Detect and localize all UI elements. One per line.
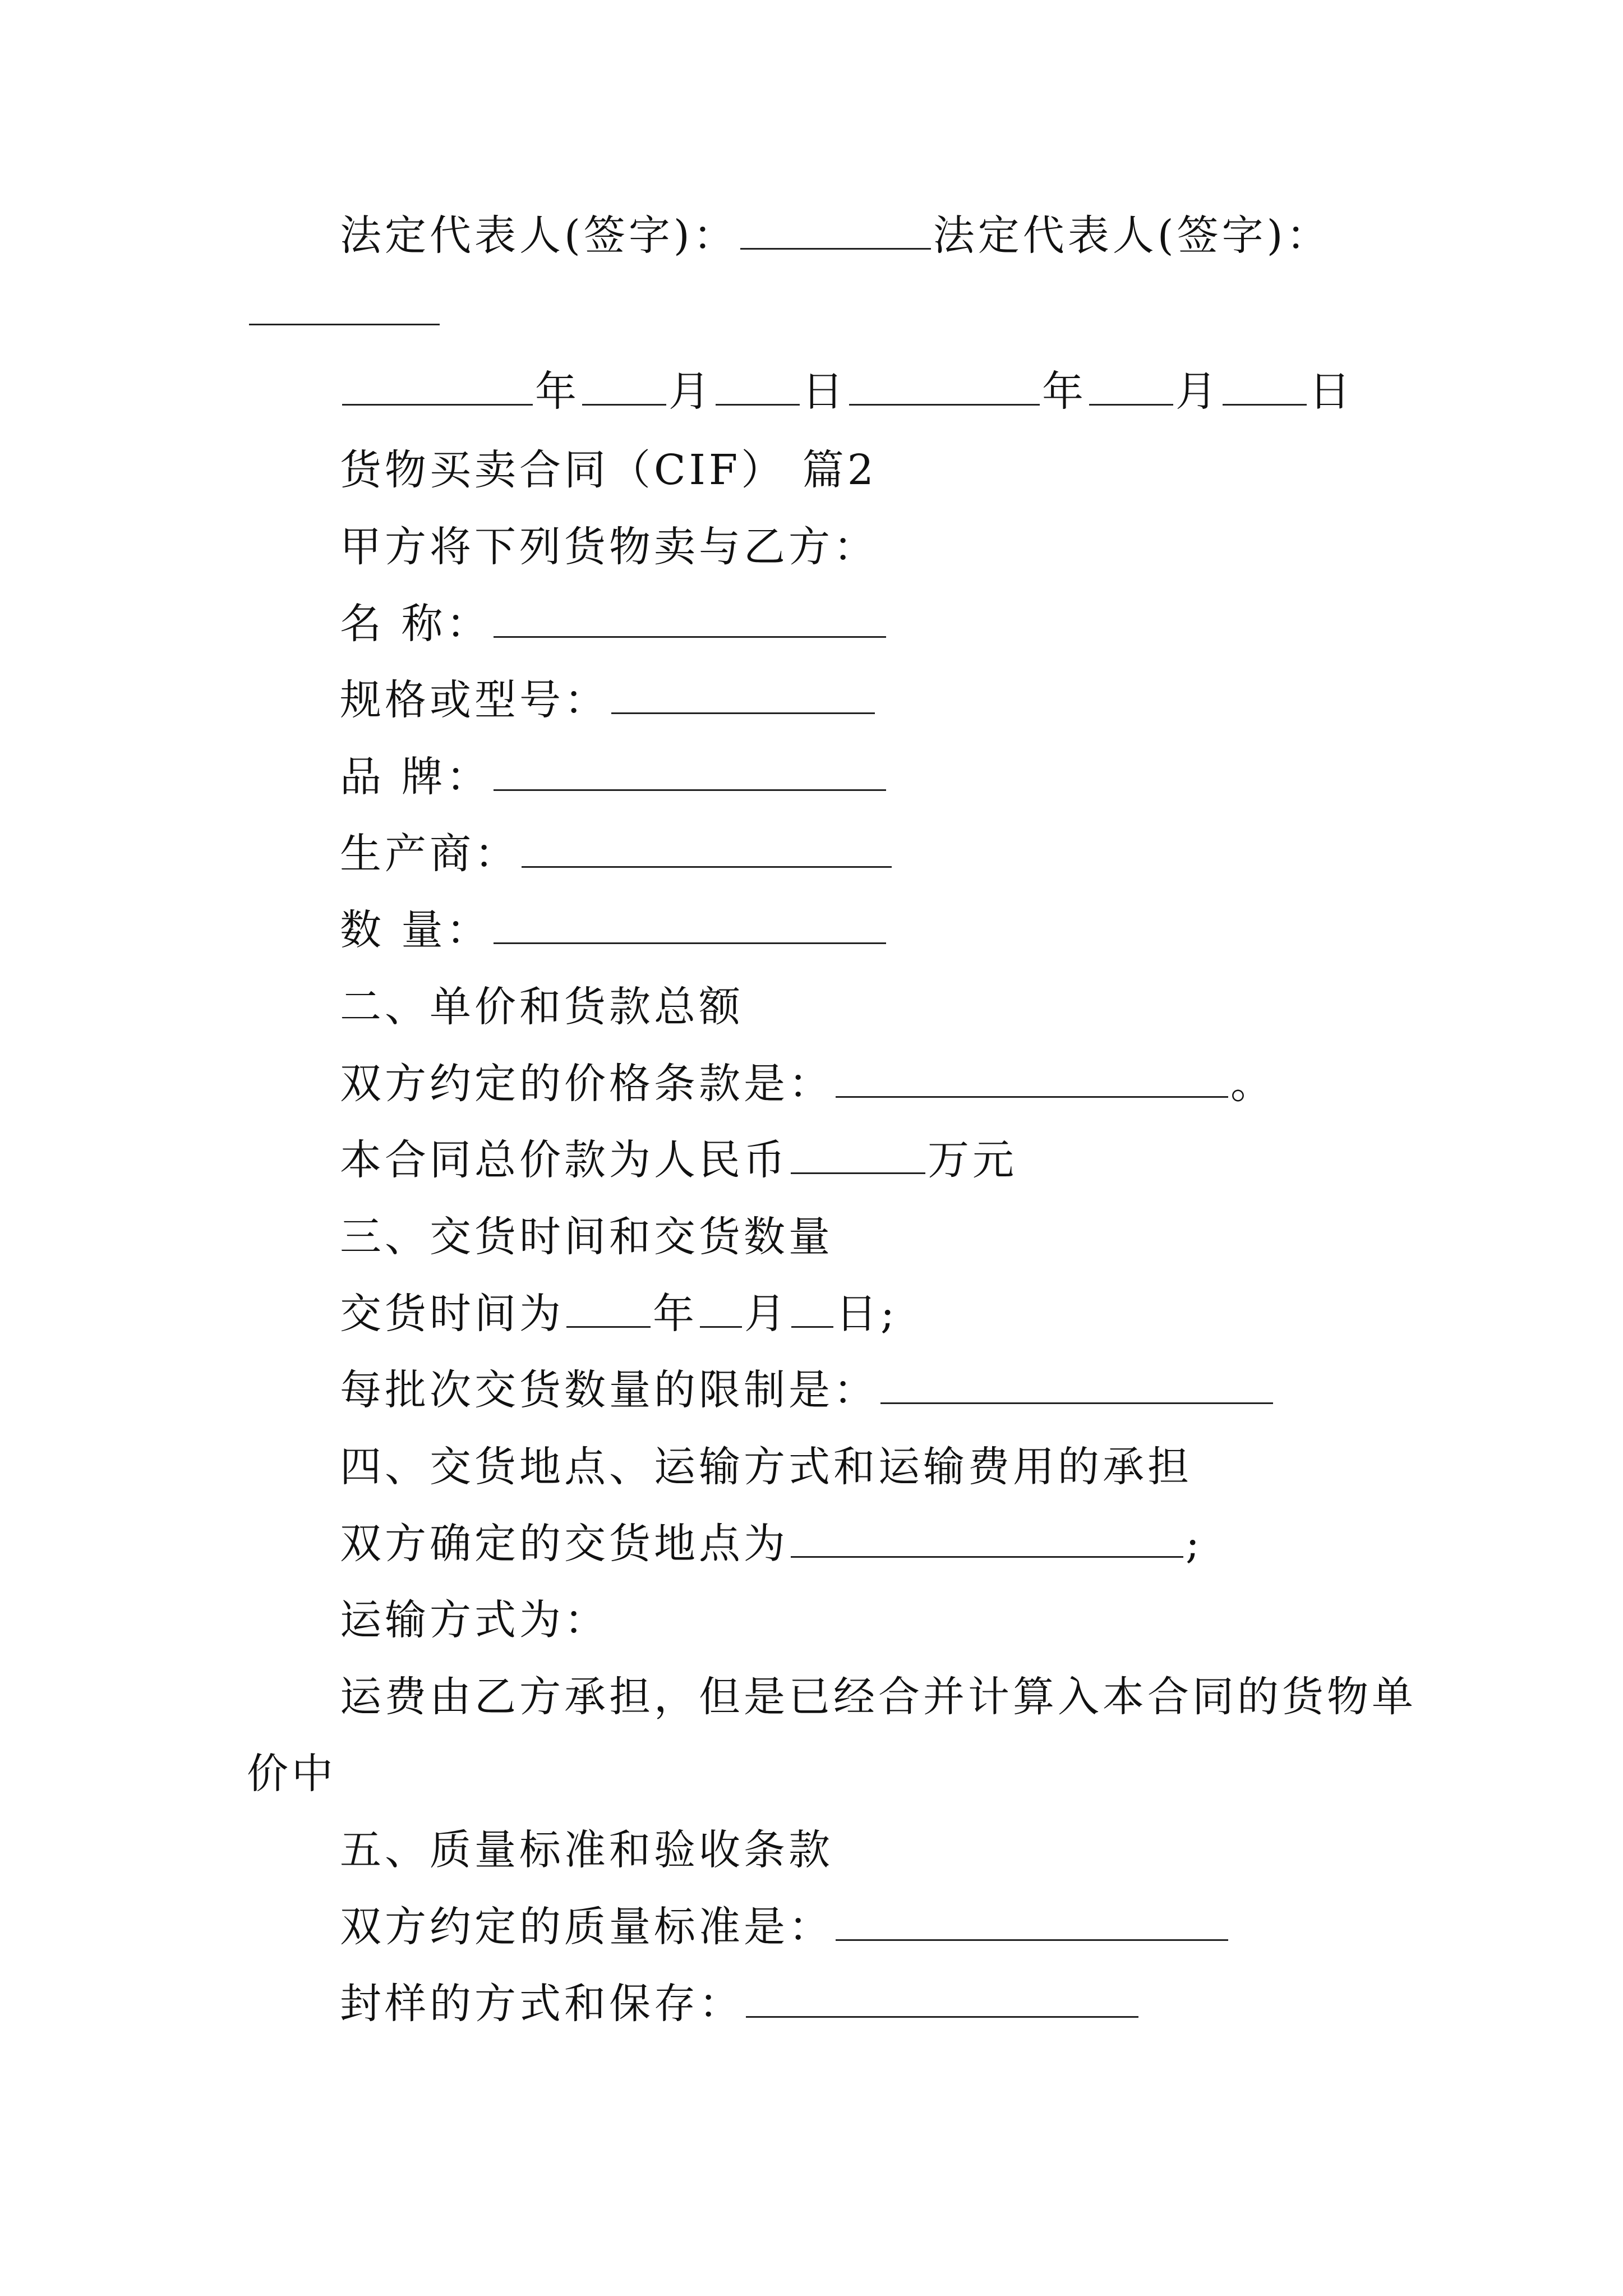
fee-line-2: 价中 bbox=[247, 1750, 336, 1798]
semicolon: ; bbox=[1186, 1520, 1203, 1568]
legal-rep-label-a: 法定代表人(签字)： bbox=[340, 211, 738, 260]
signature-line bbox=[340, 208, 1331, 264]
price-terms-blank bbox=[836, 1061, 1228, 1098]
date-month-blank-a bbox=[582, 369, 666, 406]
total-price-blank bbox=[791, 1138, 925, 1174]
field-spec bbox=[340, 672, 877, 728]
delivery-year-blank bbox=[566, 1291, 651, 1328]
day-label: 日 bbox=[802, 367, 847, 416]
day-label: 日; bbox=[836, 1290, 898, 1338]
field-blank bbox=[611, 678, 875, 714]
quality-standard-blank bbox=[836, 1904, 1228, 1941]
delivery-day-blank bbox=[791, 1291, 833, 1328]
total-price-label: 本合同总价款为人民币 bbox=[340, 1136, 789, 1184]
batch-limit-blank bbox=[880, 1368, 1273, 1404]
section-5-title: 五、质量标准和验收条款 bbox=[340, 1826, 833, 1874]
batch-limit-line bbox=[340, 1362, 1275, 1418]
total-price-line bbox=[340, 1132, 1017, 1188]
year-label: 年 bbox=[535, 367, 580, 416]
field-blank bbox=[494, 908, 886, 944]
fee-line-1: 运费由乙方承担，但是已经合并计算入本合同的货物单 bbox=[340, 1673, 1417, 1721]
delivery-place-line bbox=[340, 1516, 1203, 1572]
sample-blank bbox=[746, 1981, 1138, 2018]
date-day-blank-b bbox=[1223, 369, 1307, 406]
year-label: 年 bbox=[653, 1290, 698, 1338]
day-label: 日 bbox=[1309, 367, 1354, 416]
field-brand bbox=[340, 749, 888, 805]
field-blank bbox=[494, 601, 886, 638]
signature-date-line bbox=[340, 364, 1354, 420]
field-maker bbox=[340, 826, 894, 882]
field-blank bbox=[494, 754, 886, 791]
delivery-time-label: 交货时间为 bbox=[340, 1290, 564, 1338]
delivery-month-blank bbox=[700, 1291, 742, 1328]
date-day-blank-a bbox=[716, 369, 800, 406]
sample-label: 封样的方式和保存： bbox=[340, 1980, 744, 2028]
contract-heading: 货物买卖合同（CIF） 篇2 bbox=[340, 446, 877, 494]
signature-blank-a bbox=[740, 213, 931, 250]
year-label: 年 bbox=[1042, 367, 1087, 416]
delivery-place-blank bbox=[791, 1521, 1183, 1558]
date-year-blank-b bbox=[849, 369, 1040, 406]
field-quantity bbox=[340, 902, 888, 958]
field-name bbox=[340, 596, 888, 652]
field-label: 规格或型号： bbox=[340, 676, 609, 724]
section-4-title: 四、交货地点、运输方式和运输费用的承担 bbox=[340, 1443, 1192, 1491]
field-blank bbox=[522, 831, 892, 868]
price-terms-line bbox=[340, 1056, 1275, 1112]
month-label: 月 bbox=[744, 1290, 789, 1338]
legal-rep-label-b: 法定代表人(签字)： bbox=[933, 211, 1331, 260]
month-label: 月 bbox=[1175, 367, 1220, 416]
month-label: 月 bbox=[668, 367, 713, 416]
period: 。 bbox=[1230, 1060, 1275, 1108]
field-label: 品 牌： bbox=[340, 753, 491, 801]
batch-limit-label: 每批次交货数量的限制是： bbox=[340, 1366, 878, 1414]
delivery-time-line bbox=[340, 1286, 898, 1342]
field-label: 数 量： bbox=[340, 906, 491, 954]
section-2-title: 二、单价和货款总额 bbox=[340, 983, 744, 1031]
field-label: 生产商： bbox=[340, 830, 519, 878]
price-terms-label: 双方约定的价格条款是： bbox=[340, 1060, 833, 1108]
signature-continuation bbox=[247, 283, 442, 339]
sample-line bbox=[340, 1976, 1141, 2032]
date-month-blank-b bbox=[1089, 369, 1173, 406]
delivery-place-label: 双方确定的交货地点为 bbox=[340, 1520, 789, 1568]
date-year-blank-a bbox=[342, 369, 533, 406]
quality-standard-line bbox=[340, 1899, 1230, 1955]
section-3-title: 三、交货时间和交货数量 bbox=[340, 1213, 833, 1261]
quality-standard-label: 双方约定的质量标准是： bbox=[340, 1903, 833, 1951]
field-label: 名 称： bbox=[340, 600, 491, 648]
intro-text: 甲方将下列货物卖与乙方： bbox=[340, 523, 878, 571]
signature-blank-b bbox=[249, 289, 440, 325]
total-price-unit: 万元 bbox=[928, 1136, 1017, 1184]
transport-line: 运输方式为： bbox=[340, 1596, 609, 1644]
